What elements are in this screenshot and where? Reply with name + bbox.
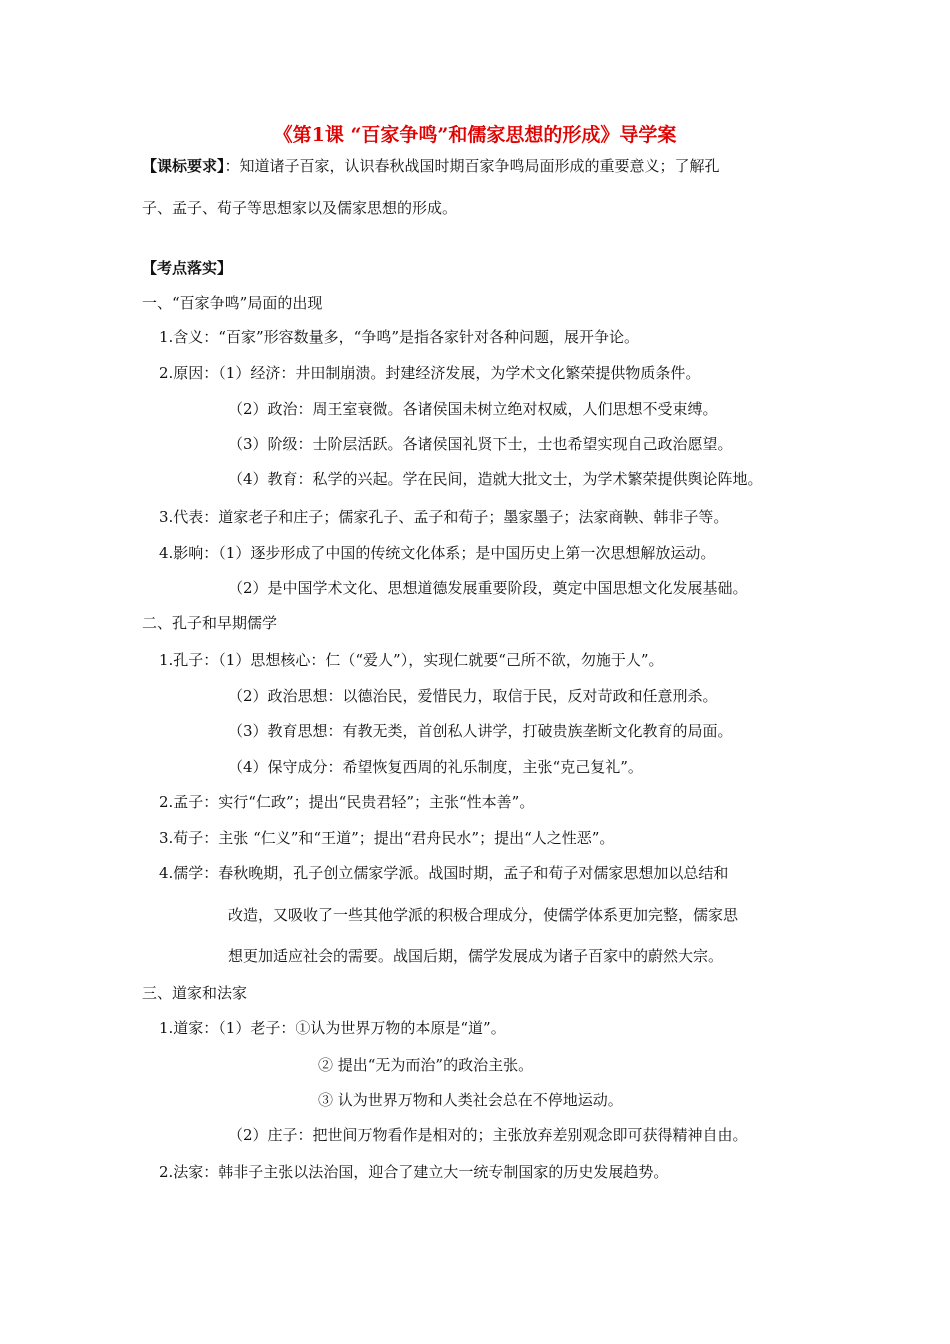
s3-line-3: ③ 认为世界万物和人类社会总在不停地运动。 xyxy=(318,1091,623,1109)
standard-label: 【课标要求】 xyxy=(142,157,225,175)
s3-line-2: ② 提出“无为而治”的政治主张。 xyxy=(318,1056,534,1074)
s2-line-5: 2.孟子：实行“仁政”；提出“民贵君轻”；主张“性本善”。 xyxy=(159,793,535,811)
s2-line-4: （4）保守成分：希望恢复西周的礼乐制度，主张“克己复礼”。 xyxy=(228,758,643,776)
s1-line-1: 1.含义：“百家”形容数量多，“争鸣”是指各家针对各种问题，展开争论。 xyxy=(159,328,639,346)
s2-heading: 二、孔子和早期儒学 xyxy=(142,614,278,632)
s3-line-1: 1.道家：（1）老子：①认为世界万物的本原是“道”。 xyxy=(159,1019,506,1037)
s1-heading: 一、“百家争鸣”局面的出现 xyxy=(142,294,323,312)
s2-line-9: 想更加适应社会的需要。战国后期，儒学发展成为诸子百家中的蔚然大宗。 xyxy=(228,947,724,965)
section-heading: 【考点落实】 xyxy=(142,259,233,277)
standard-line-1 xyxy=(142,156,720,176)
s1-line-2: 2.原因：（1）经济：井田制崩溃。封建经济发展，为学术文化繁荣提供物质条件。 xyxy=(159,364,701,382)
s2-line-1: 1.孔子：（1）思想核心：仁（“爱人”），实现仁就要“己所不欲，勿施于人”。 xyxy=(159,651,664,669)
s2-line-2: （2）政治思想：以德治民，爱惜民力，取信于民，反对苛政和任意刑杀。 xyxy=(228,687,718,705)
s3-line-4: （2）庄子：把世间万物看作是相对的；主张放弃差别观念即可获得精神自由。 xyxy=(228,1126,748,1144)
standard-text-1: ：知道诸子百家，认识春秋战国时期百家争鸣局面形成的重要意义；了解孔 xyxy=(224,157,720,175)
s1-line-8: （2）是中国学术文化、思想道德发展重要阶段，奠定中国思想文化发展基础。 xyxy=(228,579,748,597)
s1-line-6: 3.代表：道家老子和庄子；儒家孔子、孟子和荀子；墨家墨子；法家商鞅、韩非子等。 xyxy=(159,508,729,526)
standard-line-2: 子、孟子、荀子等思想家以及儒家思想的形成。 xyxy=(142,199,458,217)
s1-line-4: （3）阶级：士阶层活跃。各诸侯国礼贤下士，士也希望实现自己政治愿望。 xyxy=(228,435,733,453)
s2-line-3: （3）教育思想：有教无类，首创私人讲学，打破贵族垄断文化教育的局面。 xyxy=(228,722,733,740)
page-title: 《第1课 “百家争鸣”和儒家思想的形成》导学案 xyxy=(273,124,677,146)
s2-line-8: 改造，又吸收了一些其他学派的积极合理成分，使儒学体系更加完整，儒家思 xyxy=(228,906,739,924)
s2-line-7: 4.儒学：春秋晚期，孔子创立儒家学派。战国时期，孟子和荀子对儒家思想加以总结和 xyxy=(159,864,729,882)
s3-line-5: 2.法家：韩非子主张以法治国，迎合了建立大一统专制国家的历史发展趋势。 xyxy=(159,1163,669,1181)
s1-line-7: 4.影响：（1）逐步形成了中国的传统文化体系；是中国历史上第一次思想解放运动。 xyxy=(159,544,716,562)
s1-line-3: （2）政治：周王室衰微。各诸侯国未树立绝对权威，人们思想不受束缚。 xyxy=(228,400,718,418)
s2-line-6: 3.荀子：主张 “仁义”和“王道”；提出“君舟民水”；提出“人之性恶”。 xyxy=(159,829,615,847)
s3-heading: 三、道家和法家 xyxy=(142,984,248,1002)
s1-line-5: （4）教育：私学的兴起。学在民间，造就大批文士，为学术繁荣提供舆论阵地。 xyxy=(228,470,763,488)
